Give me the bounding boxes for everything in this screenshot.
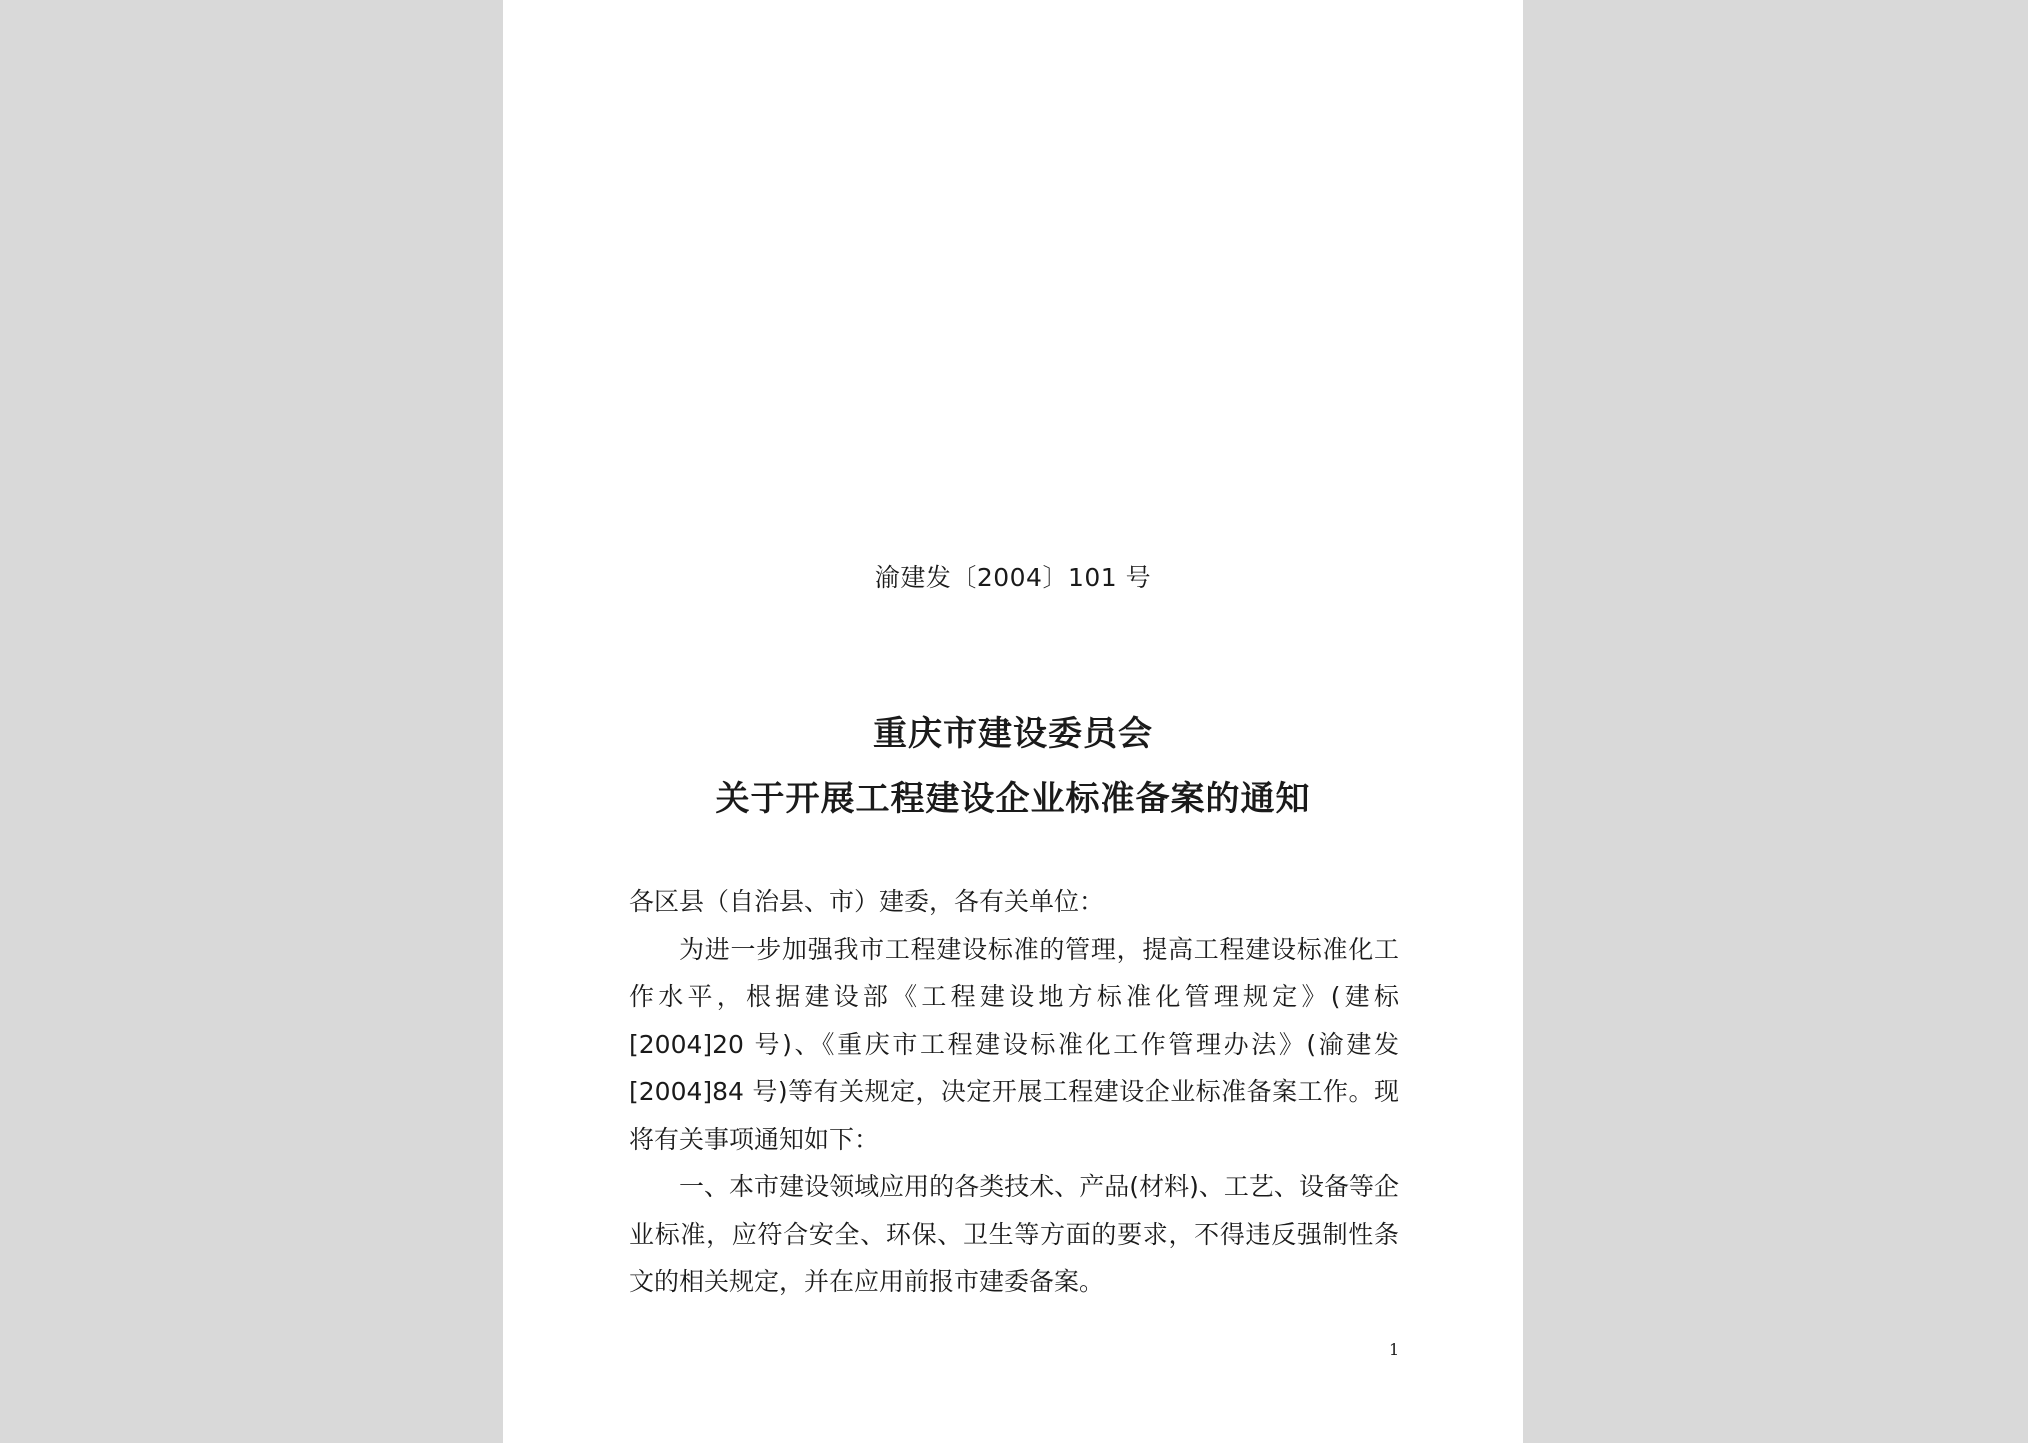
document-title-issuer: 重庆市建设委员会 <box>873 714 1153 754</box>
body-paragraph: 一、本市建设领域应用的各类技术、产品(材料)、工艺、设备等企业标准，应符合安全、环保、卫生等方面的要求，不得违反强制性条文的相关规定，并在应用前报市建委备案。 <box>629 1172 1399 1296</box>
document-page <box>503 0 1523 1443</box>
body-paragraph: 为进一步加强我市工程建设标准的管理，提高工程建设标准化工作水平，根据建设部《工程建设地方标准化管理规定》(建标[2004]20 号)、《重庆市工程建设标准化工作管理办法》(渝建发[2004]84 号)等有关规定，决定开展工程建设企业标准备案工作。现将有关事项通知如下： <box>629 934 1399 1154</box>
document-body <box>629 878 1399 1306</box>
page-number: 1 <box>1389 1340 1400 1359</box>
document-title-subject: 关于开展工程建设企业标准备案的通知 <box>715 779 1311 819</box>
document-number: 渝建发〔2004〕101 号 <box>874 563 1152 592</box>
salutation: 各区县（自治县、市）建委，各有关单位： <box>629 887 1105 916</box>
